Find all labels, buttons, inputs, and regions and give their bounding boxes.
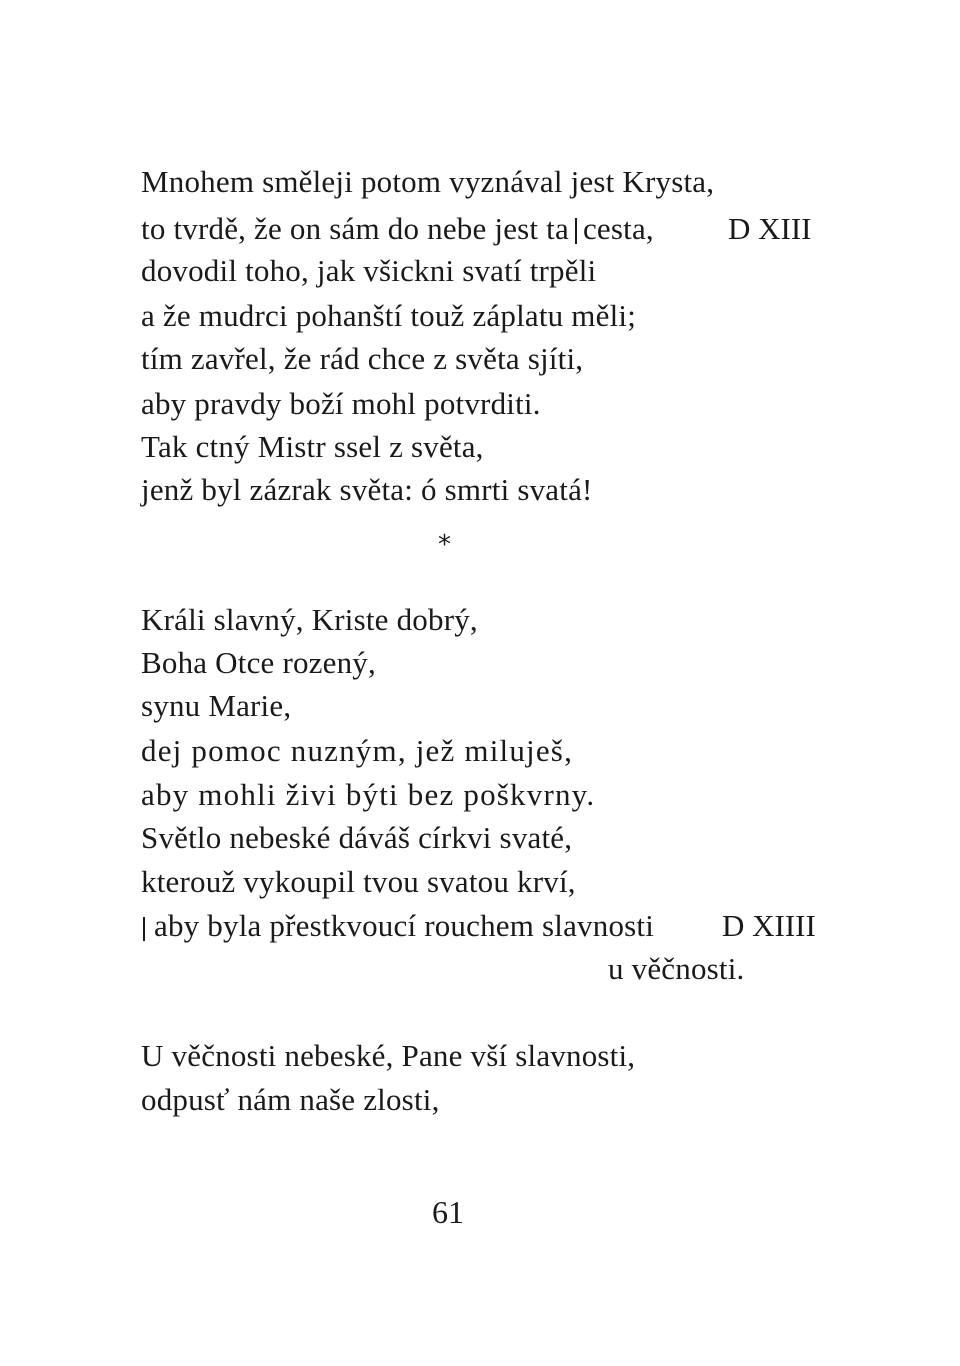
verse-line: jenž byl zázrak světa: ó smrti svatá! [141, 472, 593, 507]
verse-line-part: cesta, [582, 211, 654, 246]
verse-line: u věčnosti. [608, 951, 745, 986]
verse-line: synu Marie, [141, 688, 292, 723]
verse-line: kterouž vykoupil tvou svatou krví, [141, 864, 576, 899]
margin-note: D XIII [728, 211, 812, 246]
page-number: 61 [432, 1194, 464, 1230]
verse-line-part: to tvrdě, že on sám do nebe jest ta [141, 211, 569, 246]
verse-line: aby pravdy boží mohl potvrditi. [141, 386, 541, 421]
verse-line: dovodil toho, jak všickni svatí trpěli [141, 253, 597, 288]
verse-line [141, 209, 654, 249]
verse-line: Mnohem směleji potom vyznával jest Krysta, [141, 164, 715, 199]
verse-line: tím zavřel, že rád chce z světa sjíti, [141, 341, 584, 376]
verse-line: aby mohli živi býti bez poškvrny. [141, 777, 596, 812]
verse-line: aby byla přestkvoucí rouchem slavnosti [154, 908, 655, 943]
verse-line: Tak ctný Mistr ssel z světa, [141, 429, 484, 464]
verse-line: U věčnosti nebeské, Pane vší slavnosti, [141, 1038, 636, 1073]
margin-note: D XIIII [722, 908, 816, 943]
verse-line: a že mudrci pohanští touž záplatu měli; [141, 298, 637, 333]
verse-line: dej pomoc nuzným, jež miluješ, [141, 733, 574, 768]
section-separator: * [438, 530, 451, 560]
page-break-marker [143, 917, 145, 941]
verse-line: Světlo nebeské dáváš církvi svaté, [141, 820, 573, 855]
page-break-marker [575, 218, 577, 244]
verse-line: Králi slavný, Kriste dobrý, [141, 602, 478, 637]
verse-line: Boha Otce rozený, [141, 645, 376, 680]
verse-line: odpusť nám naše zlosti, [141, 1082, 440, 1117]
